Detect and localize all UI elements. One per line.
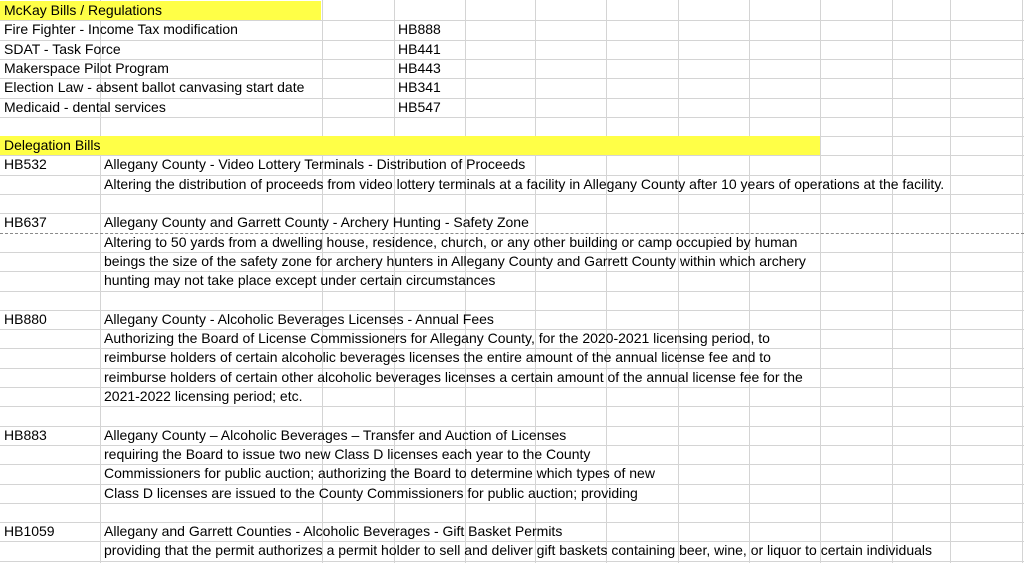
gridline-horizontal <box>0 503 1024 504</box>
bill-title-cell[interactable]: Allegany County - Alcoholic Beverages Licenses - Annual Fees <box>104 311 494 327</box>
bill-title-cell[interactable]: Allegany County – Alcoholic Beverages – Transfer and Auction of Licenses <box>104 427 567 443</box>
bill-summary-cell[interactable]: Altering the distribution of proceeds from video lottery terminals at a facility in Allegany County after 10 years of operations at the facility. <box>104 176 945 192</box>
gridline-horizontal <box>0 561 1024 562</box>
bill-name-cell[interactable]: Election Law - absent ballot canvasing start date <box>4 79 305 95</box>
bill-name-cell[interactable]: Makerspace Pilot Program <box>4 60 169 76</box>
bill-title-cell[interactable]: Allegany County - Video Lottery Terminals - Distribution of Proceeds <box>104 156 526 172</box>
gridline-vertical <box>749 0 750 563</box>
bill-number-cell[interactable]: HB888 <box>398 21 441 37</box>
gridline-horizontal <box>0 117 1024 118</box>
bill-summary-cell[interactable]: Altering to 50 yards from a dwelling house, residence, church, or any other building or camp occupied by human <box>104 234 798 250</box>
gridline-horizontal <box>0 40 1024 41</box>
bill-summary-cell[interactable]: providing that the permit authorizes a permit holder to sell and deliver gift baskets containing beer, wine, or liquor to certain individuals <box>104 542 933 558</box>
bill-summary-cell[interactable]: Commissioners for public auction; authorizing the Board to determine which types of new <box>104 465 655 481</box>
bill-summary-cell[interactable]: 2021-2022 licensing period; etc. <box>104 388 303 404</box>
bill-number-cell[interactable]: HB441 <box>398 41 441 57</box>
bill-number-cell[interactable]: HB341 <box>398 79 441 95</box>
bill-summary-cell[interactable]: reimburse holders of certain alcoholic beverages licenses the entire amount of the annual license fee and to <box>104 349 771 365</box>
bill-number-cell[interactable]: HB880 <box>4 311 47 327</box>
bill-name-cell[interactable]: SDAT - Task Force <box>4 41 121 57</box>
bill-summary-cell[interactable]: beings the size of the safety zone for archery hunters in Allegany County and Garrett County within which archery <box>104 253 806 269</box>
section-title-mckay[interactable]: McKay Bills / Regulations <box>4 2 162 18</box>
gridline-vertical <box>678 0 679 563</box>
gridline-horizontal <box>0 291 1024 292</box>
bill-number-cell[interactable]: HB443 <box>398 60 441 76</box>
bill-title-cell[interactable]: Allegany and Garrett Counties - Alcoholic Beverages - Gift Basket Permits <box>104 523 563 539</box>
bill-number-cell[interactable]: HB883 <box>4 427 47 443</box>
bill-summary-cell[interactable]: hunting may not take place except under certain circumstances <box>104 272 496 288</box>
bill-number-cell[interactable]: HB532 <box>4 156 47 172</box>
bill-number-cell[interactable]: HB547 <box>398 99 441 115</box>
gridline-horizontal <box>0 194 1024 195</box>
bill-summary-cell[interactable]: reimburse holders of certain other alcoholic beverages licenses a certain amount of the annual license fee for the <box>104 369 803 385</box>
gridline-horizontal <box>0 406 1024 407</box>
bill-summary-cell[interactable]: requiring the Board to issue two new Class D licenses each year to the County <box>104 446 591 462</box>
gridline-vertical <box>820 0 821 563</box>
bill-title-cell[interactable]: Allegany County and Garrett County - Archery Hunting - Safety Zone <box>104 214 529 230</box>
section-title-delegation[interactable]: Delegation Bills <box>4 137 101 153</box>
bill-summary-cell[interactable]: Authorizing the Board of License Commissioners for Allegany County, for the 2020-2021 licensing period, to <box>104 330 770 346</box>
section-header-highlight <box>0 136 820 155</box>
bill-name-cell[interactable]: Medicaid - dental services <box>4 99 166 115</box>
gridline-vertical <box>950 0 951 563</box>
bill-summary-cell[interactable]: Class D licenses are issued to the County Commissioners for public auction; providing <box>104 485 638 501</box>
gridline-vertical <box>1022 0 1023 563</box>
gridline-vertical <box>892 0 893 563</box>
bill-name-cell[interactable]: Fire Fighter - Income Tax modification <box>4 21 238 37</box>
bill-number-cell[interactable]: HB637 <box>4 214 47 230</box>
bill-number-cell[interactable]: HB1059 <box>4 523 55 539</box>
